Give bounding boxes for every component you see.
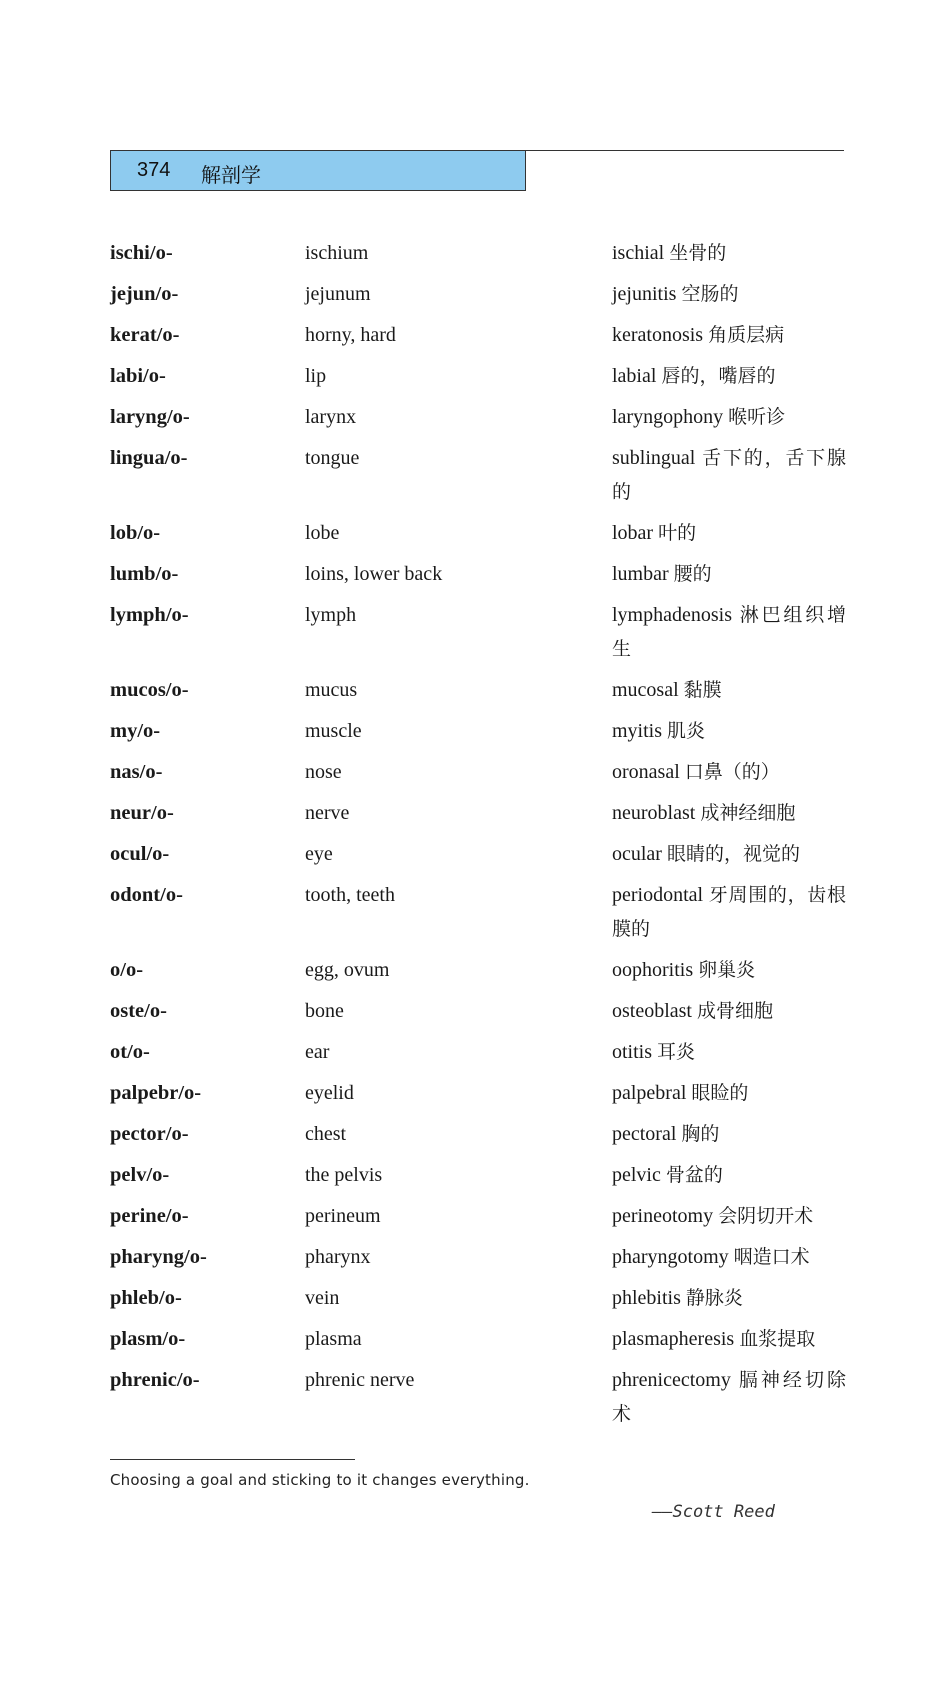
example-word: palpebral [612,1082,687,1104]
term-row [110,1076,844,1117]
example-word: osteoblast [612,1000,692,1022]
term-meaning: nerve [305,802,350,824]
term-meaning: pharynx [305,1246,371,1268]
term-prefix: neur/o- [110,802,174,824]
term-example [612,1363,846,1431]
example-word: pelvic [612,1164,661,1186]
term-prefix: ischi/o- [110,242,173,264]
term-example [612,1240,846,1274]
footer-quote: Choosing a goal and sticking to it changes everything. [110,1471,530,1489]
example-word: lymphadenosis [612,604,732,626]
term-prefix: lymph/o- [110,604,189,626]
term-example [612,994,846,1028]
example-translation: 会阴切开术 [718,1205,814,1227]
term-prefix: kerat/o- [110,324,180,346]
term-prefix: mucos/o- [110,679,189,701]
example-translation: 空肠的 [681,283,739,305]
example-translation: 卵巢炎 [698,959,756,981]
term-row [110,837,844,878]
term-meaning: plasma [305,1328,362,1350]
term-prefix: plasm/o- [110,1328,186,1350]
term-prefix: ocul/o- [110,843,170,865]
term-prefix: my/o- [110,720,161,742]
term-prefix: laryng/o- [110,406,190,428]
term-table [110,236,844,1438]
term-example [612,1035,846,1069]
example-word: neuroblast [612,802,696,824]
term-row [110,1363,844,1438]
page-number: 374 [137,159,171,181]
example-word: keratonosis [612,324,704,346]
example-translation: 耳炎 [657,1041,696,1063]
term-meaning: jejunum [305,283,371,305]
example-word: phrenicectomy [612,1369,731,1391]
term-meaning: lip [305,365,327,387]
term-meaning: perineum [305,1205,381,1227]
example-word: jejunitis [612,283,677,305]
example-translation: 肌炎 [667,720,706,742]
term-prefix: nas/o- [110,761,163,783]
example-word: myitis [612,720,663,742]
term-example [612,714,846,748]
term-example [612,557,846,591]
term-row [110,359,844,400]
term-prefix: jejun/o- [110,283,179,305]
section-title: 解剖学 [201,163,261,187]
example-translation: 咽造口术 [733,1246,810,1268]
example-word: sublingual [612,447,696,469]
term-meaning: eye [305,843,333,865]
term-row [110,236,844,277]
term-example [612,1117,846,1151]
example-word: oronasal [612,761,680,783]
term-meaning: muscle [305,720,362,742]
term-row [110,1281,844,1322]
term-meaning: larynx [305,406,357,428]
term-row [110,1199,844,1240]
term-row [110,557,844,598]
term-meaning: chest [305,1123,347,1145]
example-word: periodontal [612,884,704,906]
example-translation: 牙周围的，齿根膜的 [612,884,846,940]
term-meaning: lobe [305,522,340,544]
example-word: perineotomy [612,1205,714,1227]
term-example [612,516,846,550]
example-translation: 眼睑的 [691,1082,749,1104]
term-prefix: lumb/o- [110,563,179,585]
example-translation: 腰的 [673,563,712,585]
term-row [110,318,844,359]
example-word: lumbar [612,563,669,585]
term-row [110,441,844,516]
term-prefix: pelv/o- [110,1164,170,1186]
term-row [110,1117,844,1158]
term-prefix: pharyng/o- [110,1246,207,1268]
term-example [612,796,846,830]
example-translation: 叶的 [658,522,697,544]
example-translation: 成骨细胞 [697,1000,774,1022]
running-header [110,151,526,191]
example-word: labial [612,365,657,387]
term-meaning: phrenic nerve [305,1369,415,1391]
term-example [612,837,846,871]
term-row [110,796,844,837]
term-example [612,441,846,509]
term-prefix: ot/o- [110,1041,150,1063]
term-prefix: oste/o- [110,1000,167,1022]
term-prefix: phleb/o- [110,1287,182,1309]
example-word: mucosal [612,679,679,701]
example-word: phlebitis [612,1287,681,1309]
example-translation: 成神经细胞 [700,802,796,824]
term-example [612,236,846,270]
footnote-rule [110,1459,355,1460]
term-prefix: perine/o- [110,1205,189,1227]
term-prefix: lob/o- [110,522,161,544]
term-row [110,994,844,1035]
example-translation: 眼睛的，视觉的 [666,843,800,865]
example-translation: 口鼻（的） [684,761,780,783]
example-word: oophoritis [612,959,694,981]
term-row [110,400,844,441]
term-row [110,953,844,994]
term-meaning: bone [305,1000,344,1022]
example-word: otitis [612,1041,653,1063]
term-row [110,277,844,318]
quote-attribution: ——Scott Reed [652,1502,775,1522]
example-word: ocular [612,843,662,865]
term-prefix: odont/o- [110,884,183,906]
term-example [612,318,846,352]
example-translation: 血浆提取 [739,1328,816,1350]
term-example [612,400,846,434]
term-prefix: phrenic/o- [110,1369,200,1391]
term-prefix: lingua/o- [110,447,188,469]
term-row [110,1158,844,1199]
example-word: ischial [612,242,665,264]
example-translation: 静脉炎 [685,1287,743,1309]
example-translation: 黏膜 [683,679,722,701]
term-example [612,1281,846,1315]
example-translation: 膈神经切除术 [612,1369,846,1425]
example-word: pectoral [612,1123,677,1145]
example-translation: 骨盆的 [665,1164,723,1186]
term-meaning: vein [305,1287,340,1309]
term-example [612,1322,846,1356]
term-meaning: ear [305,1041,330,1063]
term-meaning: ischium [305,242,369,264]
term-row [110,714,844,755]
example-word: laryngophony [612,406,724,428]
term-meaning: mucus [305,679,358,701]
example-translation: 舌下的，舌下腺的 [612,447,846,503]
term-example [612,1158,846,1192]
term-example [612,1076,846,1110]
term-meaning: tooth, teeth [305,884,395,906]
term-row [110,755,844,796]
example-translation: 唇的，嘴唇的 [661,365,776,387]
term-meaning: the pelvis [305,1164,383,1186]
term-meaning: nose [305,761,342,783]
example-word: pharyngotomy [612,1246,729,1268]
example-word: lobar [612,522,654,544]
example-translation: 角质层病 [708,324,785,346]
term-meaning: lymph [305,604,357,626]
term-prefix: palpebr/o- [110,1082,202,1104]
term-meaning: tongue [305,447,360,469]
example-translation: 喉听诊 [728,406,786,428]
term-meaning: egg, ovum [305,959,390,981]
term-prefix: labi/o- [110,365,166,387]
example-word: plasmapheresis [612,1328,735,1350]
term-row [110,878,844,953]
term-prefix: o/o- [110,959,144,981]
term-example [612,1199,846,1233]
example-translation: 坐骨的 [669,242,727,264]
term-row [110,516,844,557]
example-translation: 胸的 [681,1123,720,1145]
term-row [110,1322,844,1363]
example-translation: 淋巴组织增生 [612,604,846,660]
term-row [110,1240,844,1281]
term-example [612,277,846,311]
term-row [110,598,844,673]
term-example [612,598,846,666]
term-row [110,673,844,714]
term-meaning: horny, hard [305,324,396,346]
term-example [612,953,846,987]
term-meaning: loins, lower back [305,563,443,585]
term-meaning: eyelid [305,1082,354,1104]
term-prefix: pector/o- [110,1123,189,1145]
term-example [612,755,846,789]
term-example [612,673,846,707]
term-row [110,1035,844,1076]
term-example [612,359,846,393]
term-example [612,878,846,946]
